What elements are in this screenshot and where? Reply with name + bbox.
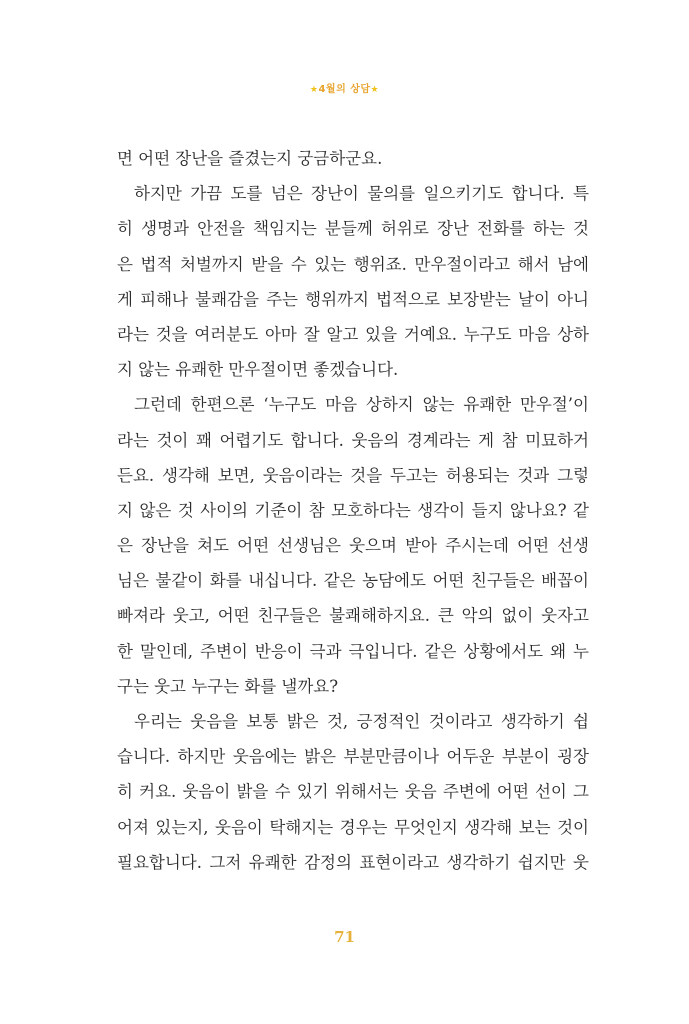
page-number: 71 xyxy=(334,928,355,946)
text-line: 히 생명과 안전을 책임지는 분들께 허위로 장난 전화를 하는 것 xyxy=(117,219,589,239)
text-line: 그런데 한편으론 ‘누구도 마음 상하지 않는 유쾌한 만우절’이 xyxy=(134,395,589,415)
text-line: 필요합니다. 그저 유쾌한 감정의 표현이라고 생각하기 쉽지만 웃 xyxy=(117,852,589,872)
text-line: 구는 웃고 누구는 화를 낼까요? xyxy=(117,676,339,696)
text-line: 든요. 생각해 보면, 웃음이라는 것을 두고는 허용되는 것과 그렇 xyxy=(117,465,589,485)
star-icon: ★ xyxy=(370,85,380,95)
text-line: 지 않은 것 사이의 기준이 참 모호하다는 생각이 들지 않나요? 같 xyxy=(117,500,589,520)
text-line: 빠져라 웃고, 어떤 친구들은 불쾌해하지요. 큰 악의 없이 웃자고 xyxy=(117,606,589,626)
text-line: 라는 것을 여러분도 아마 잘 알고 있을 거예요. 누구도 마음 상하 xyxy=(117,324,589,344)
text-line: 라는 것이 꽤 어렵기도 합니다. 웃음의 경계라는 게 참 미묘하거 xyxy=(117,430,589,450)
text-line: 은 장난을 쳐도 어떤 선생님은 웃으며 받아 주시는데 어떤 선생 xyxy=(117,536,589,556)
text-line: 님은 불같이 화를 내십니다. 같은 농담에도 어떤 친구들은 배꼽이 xyxy=(117,571,589,591)
text-line: 한 말인데, 주변이 반응이 극과 극입니다. 같은 상황에서도 왜 누 xyxy=(117,641,589,661)
text-line: 은 법적 처벌까지 받을 수 있는 행위죠. 만우절이라고 해서 남에 xyxy=(117,254,589,274)
text-line: 어져 있는지, 웃음이 탁해지는 경우는 무엇인지 생각해 보는 것이 xyxy=(117,817,589,837)
text-line: 하지만 가끔 도를 넘은 장난이 물의를 일으키기도 합니다. 특 xyxy=(134,184,589,204)
text-line: 지 않는 유쾌한 만우절이면 좋겠습니다. xyxy=(117,360,399,380)
running-header xyxy=(0,80,689,95)
text-line: 습니다. 하지만 웃음에는 밝은 부분만큼이나 어두운 부분이 굉장 xyxy=(117,747,589,767)
chapter-title: 4월의 상담 xyxy=(318,84,371,95)
body-text xyxy=(117,141,589,880)
text-line: 우리는 웃음을 보통 밝은 것, 긍정적인 것이라고 생각하기 쉽 xyxy=(134,712,589,731)
text-line: 면 어떤 장난을 즐겼는지 궁금하군요. xyxy=(117,149,383,168)
star-icon: ★ xyxy=(309,85,319,95)
text-line: 히 커요. 웃음이 밝을 수 있기 위해서는 웃음 주변에 어떤 선이 그 xyxy=(117,782,589,802)
text-line: 게 피해나 불쾌감을 주는 행위까지 법적으로 보장받는 날이 아니 xyxy=(117,289,589,309)
